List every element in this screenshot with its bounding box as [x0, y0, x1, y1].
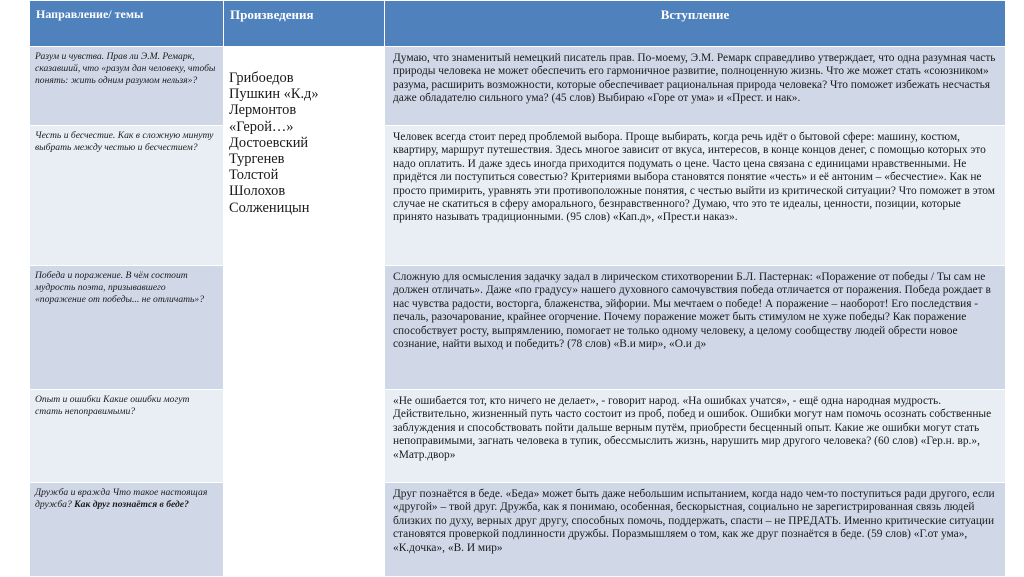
topic-cell: Честь и бесчестие. Как в сложную минуту выбрать между честью и бесчестием?	[30, 126, 224, 266]
topic-cell: Разум и чувства. Прав ли Э.М. Ремарк, сказавший, что «разум дан человеку, чтобы понять: жить одним разумом нельзя»?	[30, 47, 224, 126]
table-row	[30, 126, 1006, 266]
topic-emphasis: Как друг познаётся в беде?	[74, 499, 189, 510]
table-row	[30, 483, 1006, 577]
work-item: Достоевский	[229, 134, 309, 151]
work-item: «Герой…»	[229, 118, 294, 135]
header-intro: Вступление	[385, 1, 1006, 47]
works-list	[224, 47, 384, 216]
table-row	[30, 47, 1006, 126]
works-cell	[224, 47, 385, 577]
intro-cell: Думаю, что знаменитый немецкий писатель прав. По-моему, Э.М. Ремарк справедливо утверждает, что одна разумная часть природы человека не может обеспечить его гармоничное развитие, полноценную жизнь. Что же может стать «союзником» разума, расширить возможности, которые обеспечивает рациональная природа человека? Что поможет избежать несчастья даже обладателю сильного ума? (45 слов) Выбираю «Горе от ума» и «Прест. и нак».	[385, 47, 1006, 126]
header-works: Произведения	[224, 1, 385, 47]
topic-text: Дружба и вражда Что такое настоящая дружба?	[35, 487, 208, 510]
work-item: Солженицын	[229, 199, 310, 216]
intro-cell: «Не ошибается тот, кто ничего не делает», - говорит народ. «На ошибках учатся», - ещё одна народная мудрость. Действительно, жизненный путь часто состоит из проб, побед и ошибок. Ошибки могут нам помочь осознать собственные заблуждения и способствовать пойти дальше верным путём, приобрести бесценный опыт. Какие же ошибки могут стать непоправимыми, загнать человека в тупик, обессмыслить жизнь, нарушить мир другого человека? (60 слов) «Гер.н. вр.», «Матр.двор»	[385, 390, 1006, 483]
table-row	[30, 390, 1006, 483]
work-item: Грибоедов	[229, 70, 294, 86]
header-topics: Направление/ темы	[30, 1, 224, 47]
topic-cell: Победа и поражение. В чём состоит мудрость поэта, призывавшего «поражение от победы... не отличать»?	[30, 266, 224, 390]
topic-cell	[30, 483, 224, 577]
work-item: Толстой	[229, 167, 279, 184]
intro-cell: Человек всегда стоит перед проблемой выбора. Проще выбирать, когда речь идёт о бытовой сфере: машину, костюм, квартиру, маршрут путешествия. Здесь многое зависит от вкуса, интересов, в конце концов денег, с помощью которых это надо оплатить. И даже здесь иногда приходится подумать о цене. Часто цена связана с единицами нравственными. Не придётся ли поступиться совестью? Критериями выбора становятся понятие «честь» и её антоним – «бесчестие». Как не просто примирить, уравнять эти противоположные понятия, с честью выйти из критической ситуации? Что поможет в этом случае не скатиться в сферу аморального, безнравственного? Думаю, что это те идеалы, ценности, позиции, которые принято называть традиционными. (95 слов) «Кап.д», «Прест.и наказ».	[385, 126, 1006, 266]
work-item: Пушкин «К.д»	[229, 86, 319, 103]
header-row	[30, 1, 1006, 47]
essay-table	[29, 0, 1006, 577]
work-item: Лермонтов	[229, 102, 297, 119]
work-item: Шолохов	[229, 183, 286, 200]
work-item: Тургенев	[229, 151, 285, 168]
intro-cell: Друг познаётся в беде. «Беда» может быть даже небольшим испытанием, когда надо чем-то поступиться ради другого, если «другой» – твой друг. Дружба, как я понимаю, особенная, бескорыстная, социально не зарегистрированная связь людей близких по духу, верных друг другу, способных помочь, поддержать, спасти – не ПРЕДАТЬ. Именно критические ситуации становятся проверкой подлинности дружбы. Поразмышляем о том, как же друг познаётся в беде. (59 слов) «Г.от ума», «К.дочка», «В. И мир»	[385, 483, 1006, 577]
intro-cell: Сложную для осмысления задачку задал в лирическом стихотворении Б.Л. Пастернак: «Поражение от победы / Ты сам не должен отличать». Даже «по градусу» нашего духовного самочувствия победа отличается от поражения. Победа рождает в нас чувства радости, восторга, блаженства, эйфории. Мы мечтаем о победе! А поражение – наоборот! Его последствия - печаль, разочарование, крайнее огорчение. Почему поражение может быть стимулом не хуже победы? Как поражение способствует росту, выпрямлению, помогает не только одному человеку, а целому сообществу людей обрести новое сознание, найти выход и победить? (78 слов) «В.и мир», «О.и д»	[385, 266, 1006, 390]
table-row	[30, 266, 1006, 390]
topic-cell: Опыт и ошибки Какие ошибки могут стать непоправимыми?	[30, 390, 224, 483]
